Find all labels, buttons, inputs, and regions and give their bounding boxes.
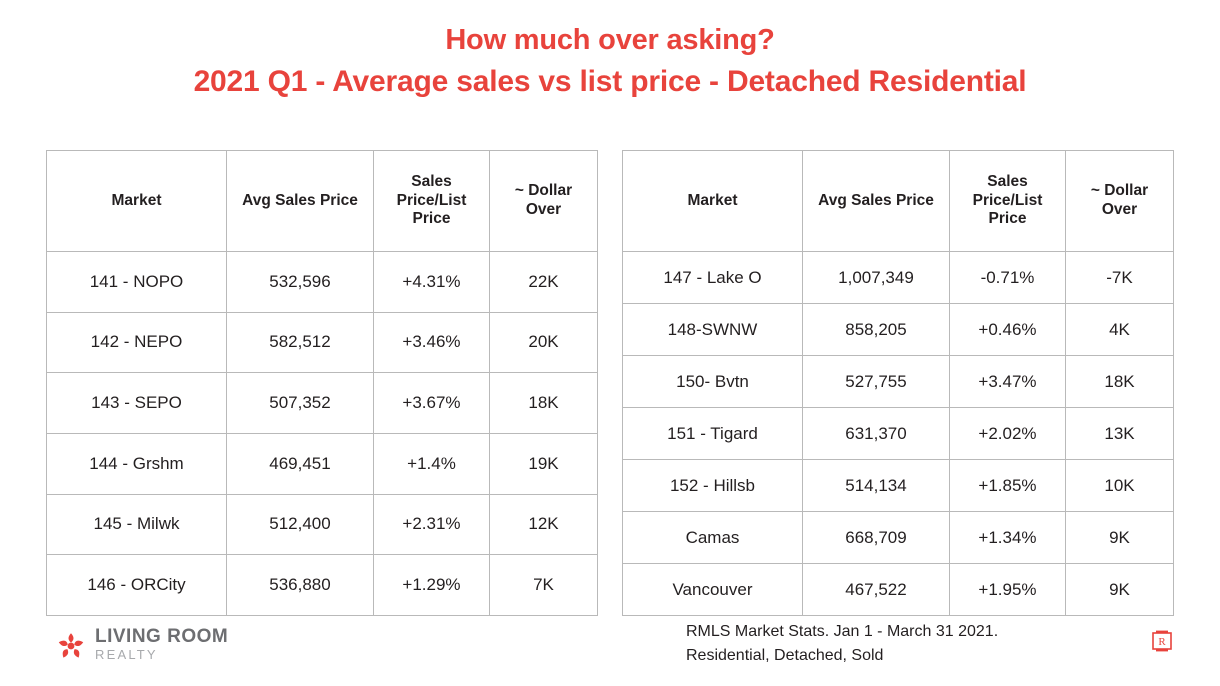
cell-dollar-over: 7K [490, 555, 598, 616]
cell-dollar-over: 13K [1066, 408, 1174, 460]
source-note-line2: Residential, Detached, Sold [686, 647, 884, 664]
column-header-avg-sales-price: Avg Sales Price [227, 151, 374, 252]
cell-avg-sales-price: 858,205 [803, 304, 950, 356]
brand-name-line2: REALTY [95, 647, 158, 663]
cell-market: 145 - Milwk [47, 494, 227, 555]
column-header-avg-sales-price: Avg Sales Price [803, 151, 950, 252]
cell-dollar-over: 4K [1066, 304, 1174, 356]
cell-avg-sales-price: 527,755 [803, 356, 950, 408]
cell-dollar-over: 22K [490, 252, 598, 313]
cell-avg-sales-price: 507,352 [227, 373, 374, 434]
cell-sales-list-price: +1.4% [374, 433, 490, 494]
cell-market: 144 - Grshm [47, 433, 227, 494]
cell-dollar-over: 10K [1066, 460, 1174, 512]
cell-market: 141 - NOPO [47, 252, 227, 313]
cell-dollar-over: 12K [490, 494, 598, 555]
footer [0, 600, 1220, 686]
cell-sales-list-price: -0.71% [950, 252, 1066, 304]
cell-dollar-over: 9K [1066, 512, 1174, 564]
cell-sales-list-price: +1.29% [374, 555, 490, 616]
cell-sales-list-price: +4.31% [374, 252, 490, 313]
source-note-line1: RMLS Market Stats. Jan 1 - March 31 2021. [686, 623, 999, 640]
table-row [47, 494, 598, 555]
column-header-market: Market [623, 151, 803, 252]
cell-market: 152 - Hillsb [623, 460, 803, 512]
cell-market: Camas [623, 512, 803, 564]
cell-dollar-over: 19K [490, 433, 598, 494]
brand-name-line1: LIVING ROOM [95, 626, 229, 648]
cell-sales-list-price: +2.31% [374, 494, 490, 555]
svg-text:R: R [1158, 636, 1166, 648]
cell-dollar-over: 18K [1066, 356, 1174, 408]
table-row [623, 304, 1174, 356]
left-stats-table [46, 150, 598, 616]
cell-market: 150- Bvtn [623, 356, 803, 408]
cell-sales-list-price: +2.02% [950, 408, 1066, 460]
cell-avg-sales-price: 512,400 [227, 494, 374, 555]
cell-market: 143 - SEPO [47, 373, 227, 434]
table-row [47, 312, 598, 373]
cell-market: Vancouver [623, 564, 803, 616]
table-row [623, 252, 1174, 304]
cell-avg-sales-price: 514,134 [803, 460, 950, 512]
page-title [0, 0, 1220, 101]
table-header-row [623, 151, 1174, 252]
table-row [47, 373, 598, 434]
cell-sales-list-price: +3.67% [374, 373, 490, 434]
cell-avg-sales-price: 536,880 [227, 555, 374, 616]
brand-logo [56, 627, 228, 664]
title-line-2: 2021 Q1 - Average sales vs list price - Detached Residential [193, 65, 1027, 99]
cell-avg-sales-price: 582,512 [227, 312, 374, 373]
cell-dollar-over: 18K [490, 373, 598, 434]
cell-avg-sales-price: 1,007,349 [803, 252, 950, 304]
cell-avg-sales-price: 532,596 [227, 252, 374, 313]
table-row [47, 433, 598, 494]
cell-sales-list-price: +1.34% [950, 512, 1066, 564]
cell-dollar-over: 20K [490, 312, 598, 373]
column-header-market: Market [47, 151, 227, 252]
table-row [623, 408, 1174, 460]
cell-sales-list-price: +3.46% [374, 312, 490, 373]
cell-sales-list-price: +3.47% [950, 356, 1066, 408]
column-header-sales-list-price: Sales Price/List Price [374, 151, 490, 252]
flower-logo-icon [56, 631, 86, 661]
column-header-dollar-over: ~ Dollar Over [1066, 151, 1174, 252]
table-row [623, 512, 1174, 564]
cell-sales-list-price: +0.46% [950, 304, 1066, 356]
table-row [47, 252, 598, 313]
column-header-dollar-over: ~ Dollar Over [490, 151, 598, 252]
cell-sales-list-price: +1.85% [950, 460, 1066, 512]
right-stats-table [622, 150, 1174, 616]
table-row [623, 356, 1174, 408]
table-row [623, 460, 1174, 512]
tables-container [0, 150, 1220, 616]
source-note [686, 620, 998, 668]
brand-logo-text [95, 627, 228, 664]
cell-sales-list-price: +1.95% [950, 564, 1066, 616]
cell-avg-sales-price: 631,370 [803, 408, 950, 460]
cell-avg-sales-price: 467,522 [803, 564, 950, 616]
cell-avg-sales-price: 469,451 [227, 433, 374, 494]
title-line-1: How much over asking? [445, 24, 775, 56]
column-header-sales-list-price: Sales Price/List Price [950, 151, 1066, 252]
cell-avg-sales-price: 668,709 [803, 512, 950, 564]
table-header-row [47, 151, 598, 252]
cell-market: 148-SWNW [623, 304, 803, 356]
cell-market: 146 - ORCity [47, 555, 227, 616]
cell-market: 151 - Tigard [623, 408, 803, 460]
realtor-mark-icon [1152, 630, 1172, 652]
cell-market: 142 - NEPO [47, 312, 227, 373]
cell-dollar-over: -7K [1066, 252, 1174, 304]
cell-dollar-over: 9K [1066, 564, 1174, 616]
cell-market: 147 - Lake O [623, 252, 803, 304]
